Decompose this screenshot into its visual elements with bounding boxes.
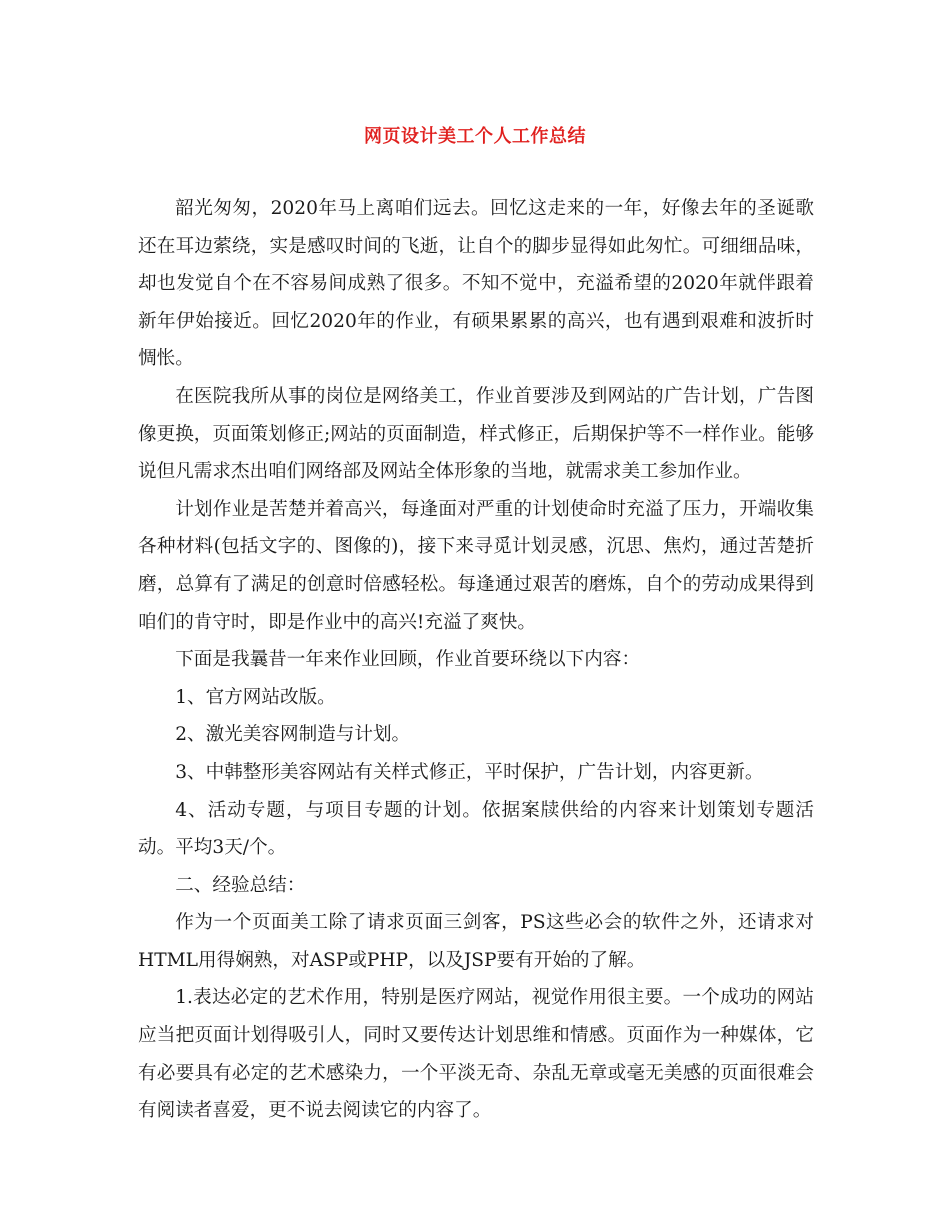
paragraph-intro: 韶光匆匆，2020年马上离咱们远去。回忆这走来的一年，好像去年的圣诞歌还在耳边萦绕，实是感叹时间的飞逝，让自个的脚步显得如此匆忙。可细细品味，却也发觉自个在不容易间成熟了很多。不知不觉中，充溢希望的2020年就伴跟着新年伊始接近。回忆2020年的作业，有硕果累累的高兴，也有遇到艰难和波折时惆怅。 [138,198,814,370]
section-heading-experience: 二、经验总结： [175,874,306,896]
paragraph-design-work: 计划作业是苦楚并着高兴，每逢面对严重的计划使命时充溢了压力，开端收集各种材料(包括文字的、图像的)，接下来寻觅计划灵感，沉思、焦灼，通过苦楚折磨，总算有了满足的创意时倍感轻松。每逢通过艰苦的磨炼，自个的劳动成果得到咱们的肯守时，即是作业中的高兴!充溢了爽快。 [138,498,814,633]
document-body [138,190,814,1130]
paragraph-art-effect: 1.表达必定的艺术作用，特别是医疗网站，视觉作用很主要。一个成功的网站应当把页面计划得吸引人，同时又要传达计划思维和情感。页面作为一种媒体，它有必要具有必定的艺术感染力，一个平淡无奇、杂乱无章或毫无美感的页面很难会有阅读者喜爱，更不说去阅读它的内容了。 [138,987,814,1122]
paragraph-position: 在医院我所从事的岗位是网络美工，作业首要涉及到网站的广告计划，广告图像更换，页面策划修正;网站的页面制造，样式修正，后期保护等不一样作业。能够说但凡需求杰出咱们网络部及网站全体形象的当地，就需求美工参加作业。 [138,385,814,483]
list-item-4: 4、活动专题，与项目专题的计划。依据案牍供给的内容来计划策划专题活动。平均3天/个。 [138,799,814,859]
document-title: 网页设计美工个人工作总结 [364,126,586,147]
list-item-1: 1、官方网站改版。 [175,686,336,708]
paragraph-review-intro: 下面是我曩昔一年来作业回顾，作业首要环绕以下内容： [175,649,641,671]
paragraph-skills: 作为一个页面美工除了请求页面三剑客，PS这些必会的软件之外，还请求对HTML用得娴熟，对ASP或PHP，以及JSP要有开始的了解。 [138,912,814,971]
list-item-3: 3、中韩整形美容网站有关样式修正，平时保护，广告计划，内容更新。 [175,761,764,783]
list-item-2: 2、激光美容网制造与计划。 [175,724,411,746]
